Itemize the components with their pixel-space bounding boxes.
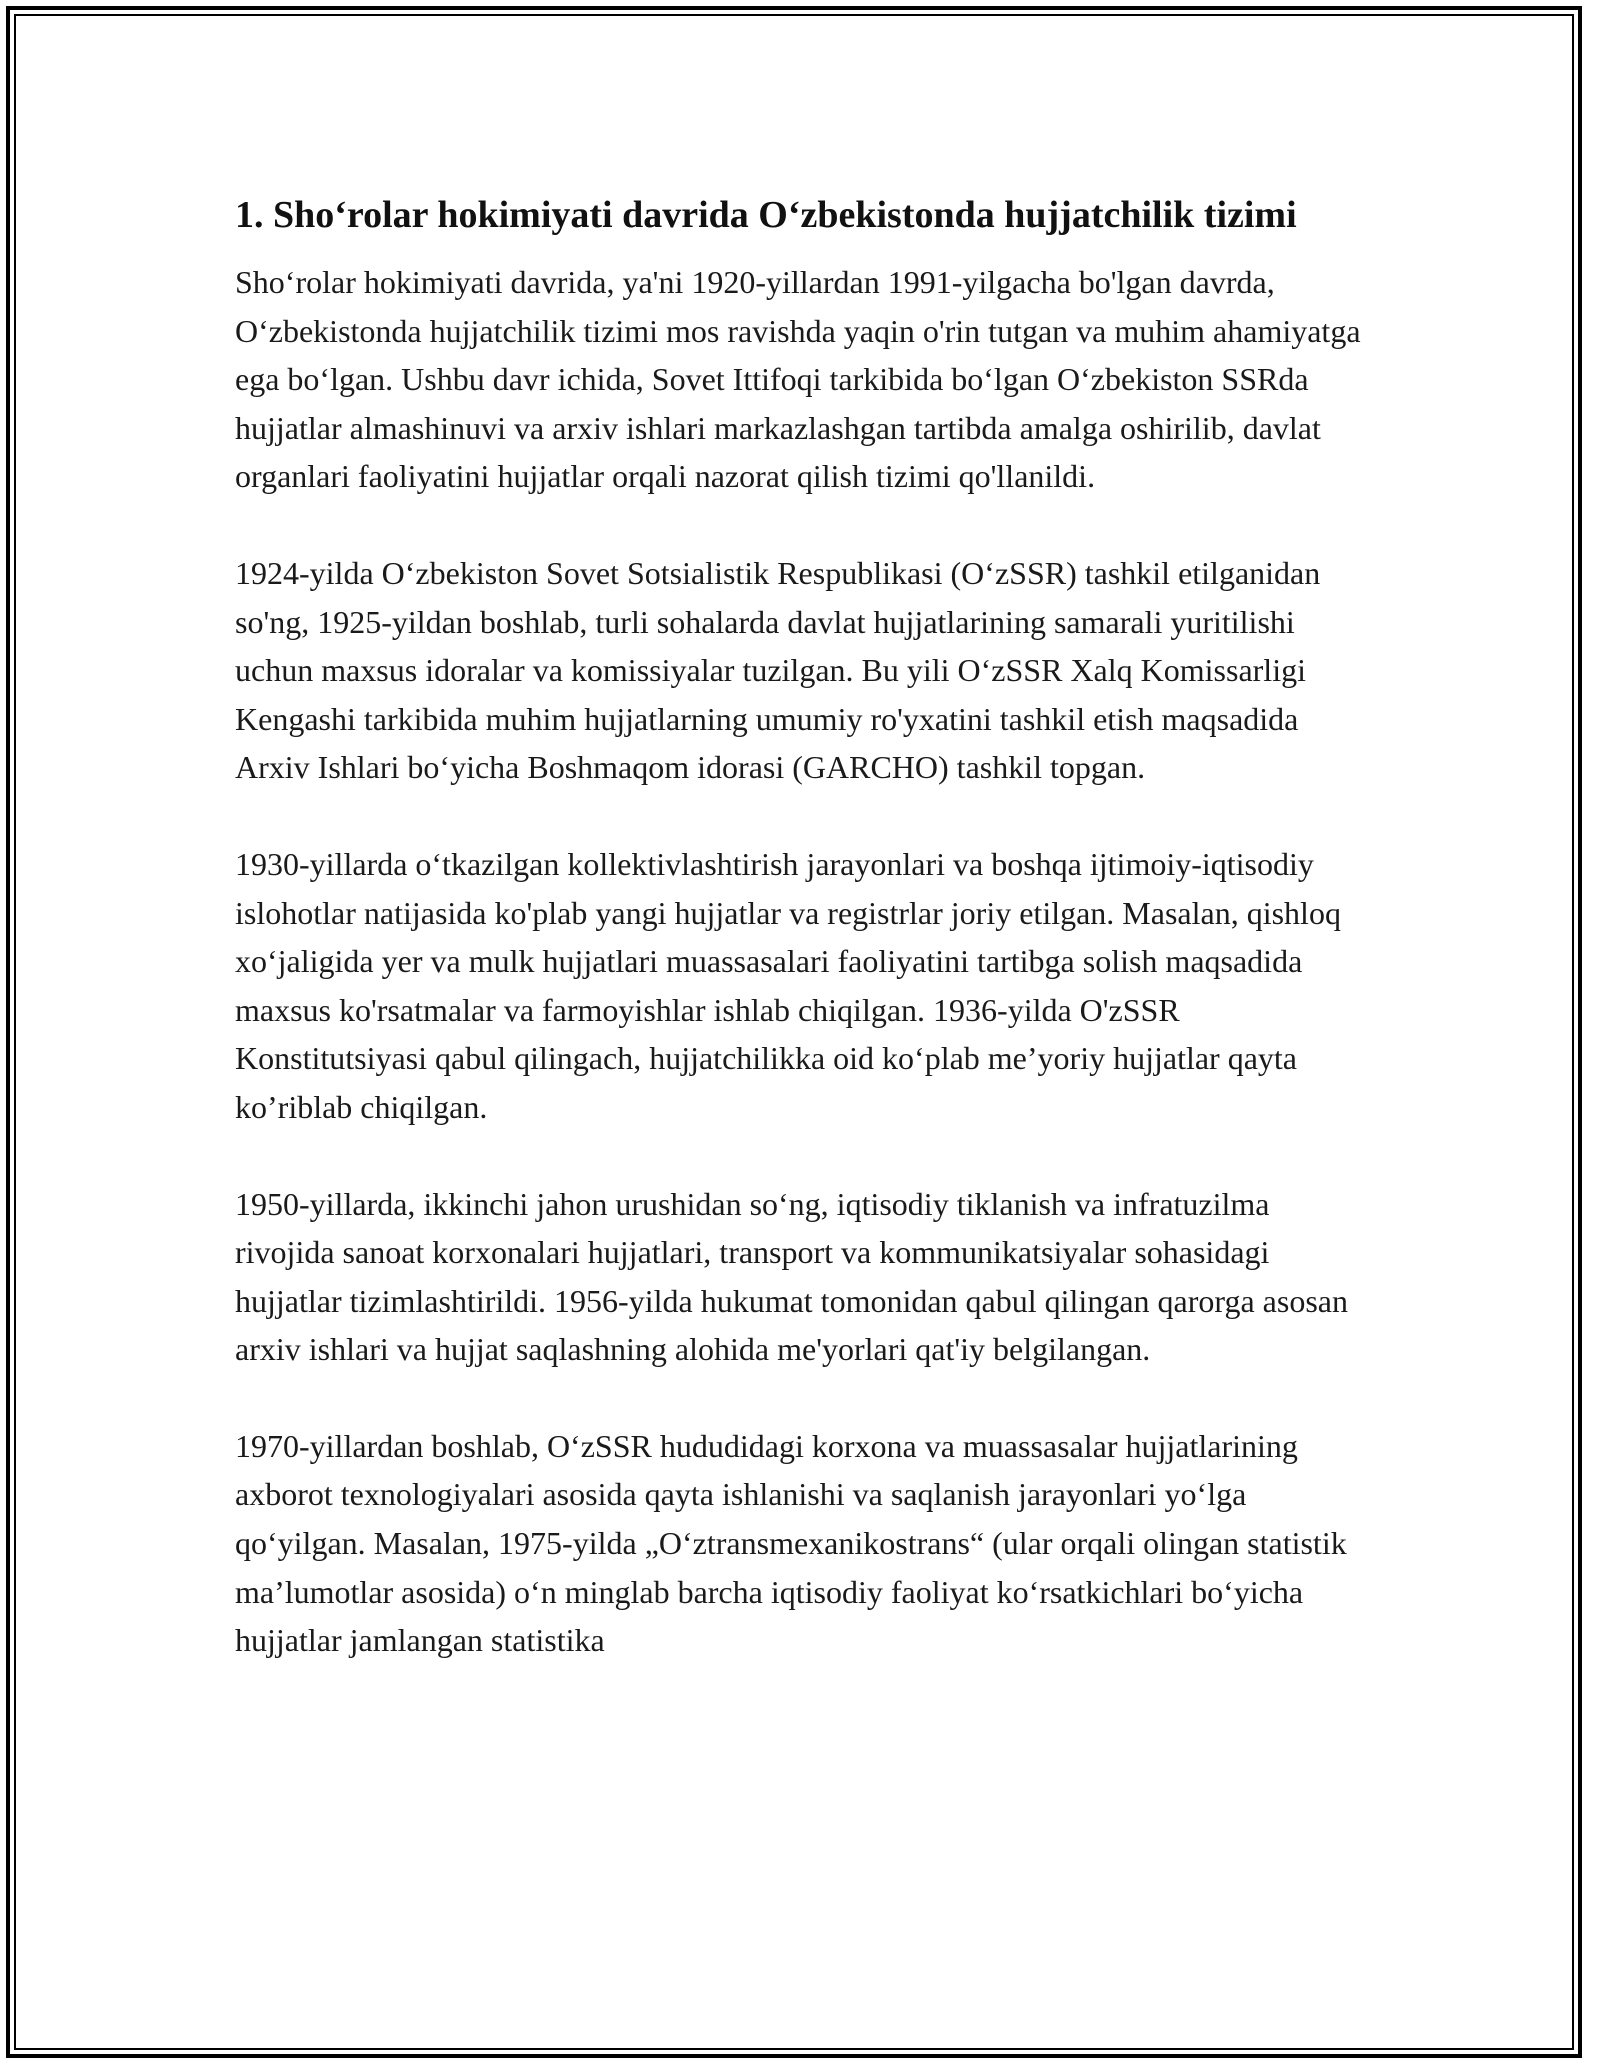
section-heading: 1. Sho‘rolar hokimiyati davrida O‘zbekistonda hujjatchilik tizimi: [235, 194, 1297, 236]
paragraph-3: 1930-yillarda o‘tkazilgan kollektivlashtirish jarayonlari va boshqa ijtimoiy-iqtisodiy islohotlar natijasida ko'plab yangi hujjatlar va registrlar joriy etilgan. Masalan, qishloq xo‘jaligida yer va mulk hujjatlari muassasalari faoliyatini tartibga solish maqsadida maxsus ko'rsatmalar va farmoyishlar ishlab chiqilgan. 1936-yilda O'zSSR Konstitutsiyasi qabul qilingach, hujjatchilikka oid ko‘plab me’yoriy hujjatlar qayta ko’riblab chiqilgan.: [235, 845, 1341, 1125]
document-body: [235, 188, 1375, 1713]
paragraph-2: 1924-yilda O‘zbekiston Sovet Sotsialistik Respublikasi (O‘zSSR) tashkil etilganidan so'ng, 1925-yildan boshlab, turli sohalarda davlat hujjatlarining samarali yuritilishi uchun maxsus idoralar va komissiyalar tuzilgan. Bu yili O‘zSSR Xalq Komissarligi Kengashi tarkibida muhim hujjatlarning umumiy ro'yxatini tashkil etish maqsadida Arxiv Ishlari bo‘yicha Boshmaqom idorasi (GARCHO) tashkil topgan.: [235, 554, 1321, 786]
paragraph-5: 1970-yillardan boshlab, O‘zSSR hududidagi korxona va muassasalar hujjatlarining axborot texnologiyalari asosida qayta ishlanishi va saqlanish jarayonlari yo‘lga qo‘yilgan. Masalan, 1975-yilda „O‘ztransmexanikostrans“ (ular orqali olingan statistik ma’lumotlar asosida) o‘n minglab barcha iqtisodiy faoliyat ko‘rsatkichlari bo‘yicha hujjatlar jamlangan statistika: [235, 1427, 1347, 1659]
paragraph-4: 1950-yillarda, ikkinchi jahon urushidan so‘ng, iqtisodiy tiklanish va infratuzilma rivojida sanoat korxonalari hujjatlari, transport va kommunikatsiyalar sohasidagi hujjatlar tizimlashtirildi. 1956-yilda hukumat tomonidan qabul qilingan qarorga asosan arxiv ishlari va hujjat saqlashning alohida me'yorlari qat'iy belgilangan.: [235, 1185, 1348, 1368]
paragraph-1: Sho‘rolar hokimiyati davrida, ya'ni 1920-yillardan 1991-yilgacha bo'lgan davrda, O‘zbekistonda hujjatchilik tizimi mos ravishda yaqin o'rin tutgan va muhim ahamiyatga ega bo‘lgan. Ushbu davr ichida, Sovet Ittifoqi tarkibida bo‘lgan O‘zbekiston SSRda hujjatlar almashinuvi va arxiv ishlari markazlashgan tartibda amalga oshirilib, davlat organlari faoliyatini hujjatlar orqali nazorat qilish tizimi qo'llanildi.: [235, 264, 1361, 495]
